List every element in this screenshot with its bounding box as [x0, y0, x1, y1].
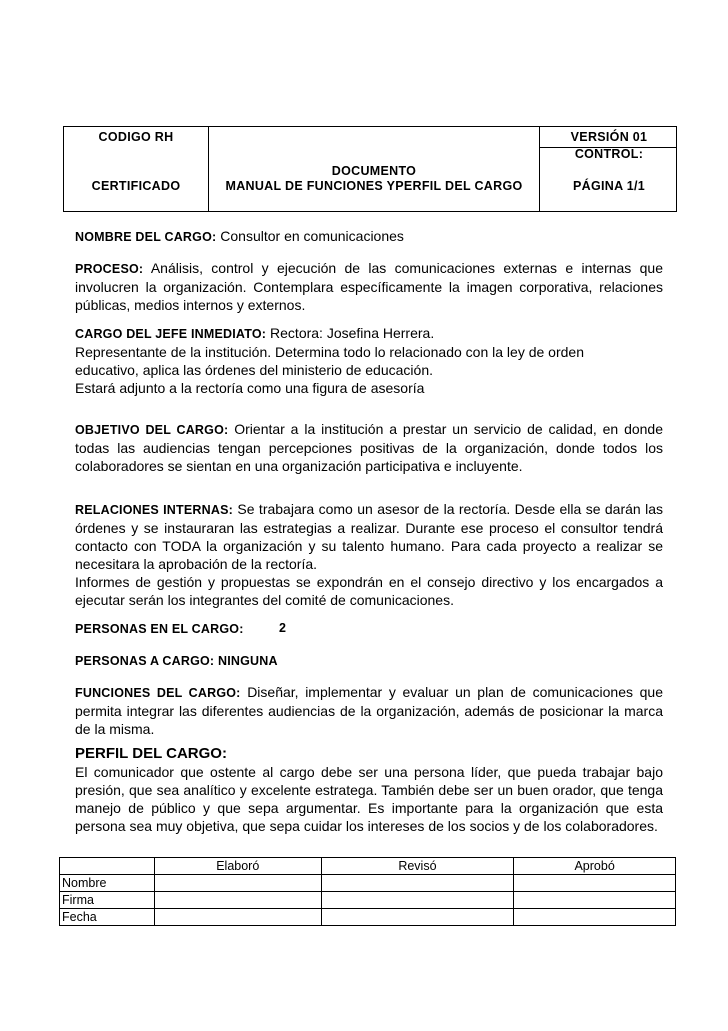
row-label-fecha: Fecha	[60, 909, 155, 926]
objetivo-label: OBJETIVO DEL CARGO:	[75, 423, 229, 437]
documento-label: DOCUMENTO	[331, 164, 417, 178]
table-header-aprobo: Aprobó	[514, 858, 676, 875]
document-header-table	[63, 126, 677, 212]
jefe-label: CARGO DEL JEFE INMEDIATO:	[75, 327, 267, 341]
perfil-section	[75, 744, 663, 835]
approval-table	[59, 857, 676, 926]
funciones-text: Diseñar, implementar y evaluar un plan de comunicaciones que permita integrar las diferentes audiencias de la organización, además de posicionar la marca de la misma.	[75, 684, 664, 737]
table-cell[interactable]	[154, 875, 321, 892]
nombre-label: NOMBRE DEL CARGO:	[75, 230, 217, 244]
personas-en-value: 2	[279, 621, 287, 635]
objetivo-section	[75, 420, 663, 475]
version-label: VERSIÓN 01	[570, 130, 648, 144]
jefe-value: Rectora: Josefina Herrera.	[266, 325, 435, 341]
proceso-section	[75, 259, 663, 314]
table-header-cell	[60, 858, 155, 875]
table-row	[60, 909, 676, 926]
table-header-row	[60, 858, 676, 875]
control-label: CONTROL:	[574, 147, 644, 161]
jefe-line: educativo, aplica las órdenes del ministerio de educación.	[75, 362, 433, 378]
certificado-label: CERTIFICADO	[91, 179, 181, 193]
table-cell[interactable]	[514, 909, 676, 926]
funciones-section	[75, 683, 663, 738]
personas-en-section	[75, 619, 663, 638]
table-cell[interactable]	[514, 892, 676, 909]
nombre-value: Consultor en comunicaciones	[216, 228, 404, 244]
table-cell[interactable]	[321, 892, 514, 909]
page-number: PÁGINA 1/1	[572, 179, 645, 193]
proceso-text: Análisis, control y ejecución de las comunicaciones externas e internas que involucren la organización. Contemplara específicamente la imagen corporativa, relaciones públicas, medios internos y externos.	[75, 260, 663, 313]
relaciones-text-2: Informes de gestión y propuestas se expondrán en el consejo directivo y los encargados a ejecutar serán los integrantes del comité de comunicaciones.	[75, 574, 663, 608]
table-cell[interactable]	[321, 875, 514, 892]
relaciones-text: Se trabajara como un asesor de la rectoría. Desde ella se darán las órdenes y se instauraran las estrategias a realizar. Durante ese proceso el consultor tendrá contacto con TODA la organización y su talento humano. Para cada proyecto a realizar se necesitara la aprobación de la rectoría.	[75, 501, 664, 572]
jefe-section	[75, 324, 663, 397]
jefe-line: Estará adjunto a la rectoría como una figura de asesoría	[75, 380, 425, 396]
relaciones-label: RELACIONES INTERNAS:	[75, 503, 233, 517]
table-header-elaboro: Elaboró	[154, 858, 321, 875]
nombre-section	[75, 227, 663, 246]
personas-en-label: PERSONAS EN EL CARGO:	[75, 622, 244, 636]
row-label-firma: Firma	[60, 892, 155, 909]
codigo-label: CODIGO RH	[98, 130, 174, 144]
table-cell[interactable]	[154, 909, 321, 926]
perfil-label: PERFIL DEL CARGO:	[75, 745, 227, 762]
document-title: MANUAL DE FUNCIONES YPERFIL DEL CARGO	[225, 179, 523, 193]
objetivo-text: Orientar a la institución a prestar un servicio de calidad, en donde todas las audiencias tengan percepciones positivas de la organización, donde todos los colaboradores se sientan en una organización participativa e incluyente.	[75, 421, 663, 474]
table-row	[60, 875, 676, 892]
relaciones-section	[75, 500, 663, 609]
table-header-reviso: Revisó	[321, 858, 514, 875]
row-label-nombre: Nombre	[60, 875, 155, 892]
jefe-line: Representante de la institución. Determina todo lo relacionado con la ley de orden	[75, 344, 584, 360]
table-cell[interactable]	[321, 909, 514, 926]
table-cell[interactable]	[514, 875, 676, 892]
table-cell[interactable]	[154, 892, 321, 909]
proceso-label: PROCESO:	[75, 262, 144, 276]
perfil-text: El comunicador que ostente al cargo debe ser una persona líder, que pueda trabajar bajo presión, que sea analítico y excelente estratega. También debe ser un buen orador, que tenga manejo de público y que sepa argumentar. Es importante para la organización que esta persona sea muy objetiva, que sepa cuidar los intereses de los socios y de los colaboradores.	[75, 764, 663, 834]
table-row	[60, 892, 676, 909]
personas-a-section	[75, 651, 663, 670]
personas-a-label: PERSONAS A CARGO: NINGUNA	[75, 654, 278, 668]
funciones-label: FUNCIONES DEL CARGO:	[75, 686, 241, 700]
